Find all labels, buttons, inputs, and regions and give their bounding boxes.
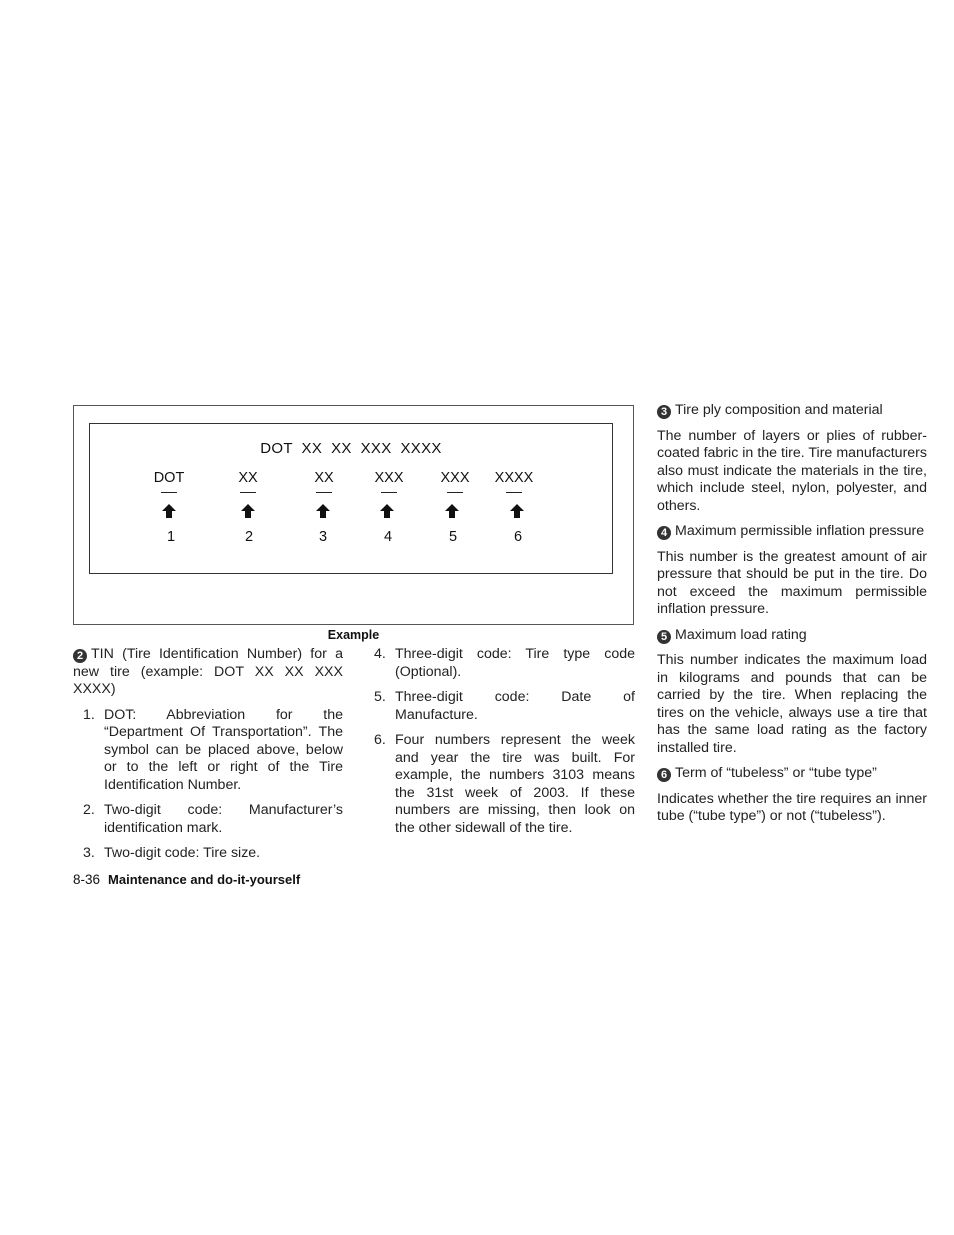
figure-code-4: XXX (374, 470, 404, 486)
figure-code-2: XX (238, 470, 258, 486)
figure-number-2: 2 (244, 529, 254, 545)
list-item (73, 707, 343, 795)
list-item (364, 732, 635, 837)
circled-number-marker: 5 (657, 630, 671, 644)
list-item-number: 6. (374, 732, 386, 748)
page-number: 8-36 (73, 872, 101, 887)
column-1 (73, 646, 343, 863)
list-item (73, 802, 343, 837)
section-heading (657, 627, 927, 645)
list-item-text: Three-digit code: Tire type code (Optional). (395, 646, 635, 680)
list-item-text: Four numbers represent the week and year the tire was built. For example, the numbers 3103 means the 31st week of 2003. If these numbers are missing, then look on the other sidewall of the tire. (395, 732, 635, 836)
intro-paragraph (73, 646, 343, 699)
page-footer (73, 872, 300, 887)
figure-dash (316, 492, 332, 493)
column-3 (657, 402, 927, 826)
list-item-text: Three-digit code: Date of Manufacture. (395, 689, 635, 723)
up-arrow-icon (315, 503, 331, 519)
list-item-number: 1. (83, 706, 95, 723)
section-body: Indicates whether the tire requires an inner tube (“tube type”) or not (“tubeless”). (657, 790, 927, 824)
list-item-text: DOT: Abbreviation for the “Department Of Transportation”. The symbol can be placed above, below or to the left or right of the Tire Identification Number. (104, 706, 343, 793)
figure-dash (240, 492, 256, 493)
list-item-number: 4. (374, 646, 386, 662)
section-heading-text: Maximum permissible inflation pressure (675, 523, 925, 539)
figure-number-3: 3 (318, 529, 328, 545)
figure-title: DOT XX XX XXX XXXX (260, 440, 442, 457)
list-item-number: 3. (83, 845, 95, 861)
section-body: The number of layers or plies of rubber-coated fabric in the tire. Tire manufacturers also must indicate the materials in the tire, which include steel, nylon, polyester, and others. (657, 427, 927, 514)
circled-number-marker: 3 (657, 405, 671, 419)
section-name: Maintenance and do-it-yourself (108, 872, 301, 887)
figure-code-5: XXX (440, 470, 470, 486)
section-heading-text: Term of “tubeless” or “tube type” (675, 765, 877, 781)
figure-code-1: DOT (153, 470, 185, 486)
figure-caption: Example (327, 628, 380, 642)
code-list (73, 707, 343, 863)
section-heading-text: Tire ply composition and material (675, 402, 883, 418)
list-item-text: Two-digit code: Tire size. (104, 845, 261, 861)
up-arrow-icon (161, 503, 177, 519)
code-list-continued (364, 646, 635, 837)
figure-number-1: 1 (166, 529, 176, 545)
section-body: This number is the greatest amount of air pressure that should be put in the tire. Do not exceed the maximum permissible inflation pressure. (657, 548, 927, 617)
section-heading (657, 402, 927, 420)
figure-code-6: XXXX (494, 470, 534, 486)
figure-number-6: 6 (513, 529, 523, 545)
section-body: This number indicates the maximum load in kilograms and pounds that can be carried by the tire. When replacing the tires on the vehicle, always use a tire that has the same load rating as the factory installed tire. (657, 652, 927, 756)
figure-dash (447, 492, 463, 493)
figure-dash (161, 492, 177, 493)
figure-code-3: XX (314, 470, 334, 486)
figure-number-4: 4 (383, 529, 393, 545)
list-item-text: Two-digit code: Manufacturer’s identification mark. (104, 802, 343, 836)
column-2 (364, 646, 635, 837)
intro-text: TIN (Tire Identification Number) for a new tire (example: DOT XX XX XXX XXXX) (73, 646, 343, 697)
up-arrow-icon (379, 503, 395, 519)
figure-dash (381, 492, 397, 493)
list-item (364, 646, 635, 681)
list-item (73, 845, 343, 863)
up-arrow-icon (240, 503, 256, 519)
list-item-number: 2. (83, 802, 95, 818)
figure-dash (506, 492, 522, 493)
circled-number-marker: 4 (657, 526, 671, 540)
figure-number-5: 5 (448, 529, 458, 545)
section-heading-text: Maximum load rating (675, 626, 807, 643)
list-item (364, 689, 635, 724)
section-heading (657, 523, 927, 541)
section-heading (657, 765, 927, 783)
circled-number-marker: 6 (657, 768, 671, 782)
circled-number-marker: 2 (73, 649, 87, 663)
up-arrow-icon (509, 503, 525, 519)
up-arrow-icon (444, 503, 460, 519)
list-item-number: 5. (374, 689, 386, 705)
